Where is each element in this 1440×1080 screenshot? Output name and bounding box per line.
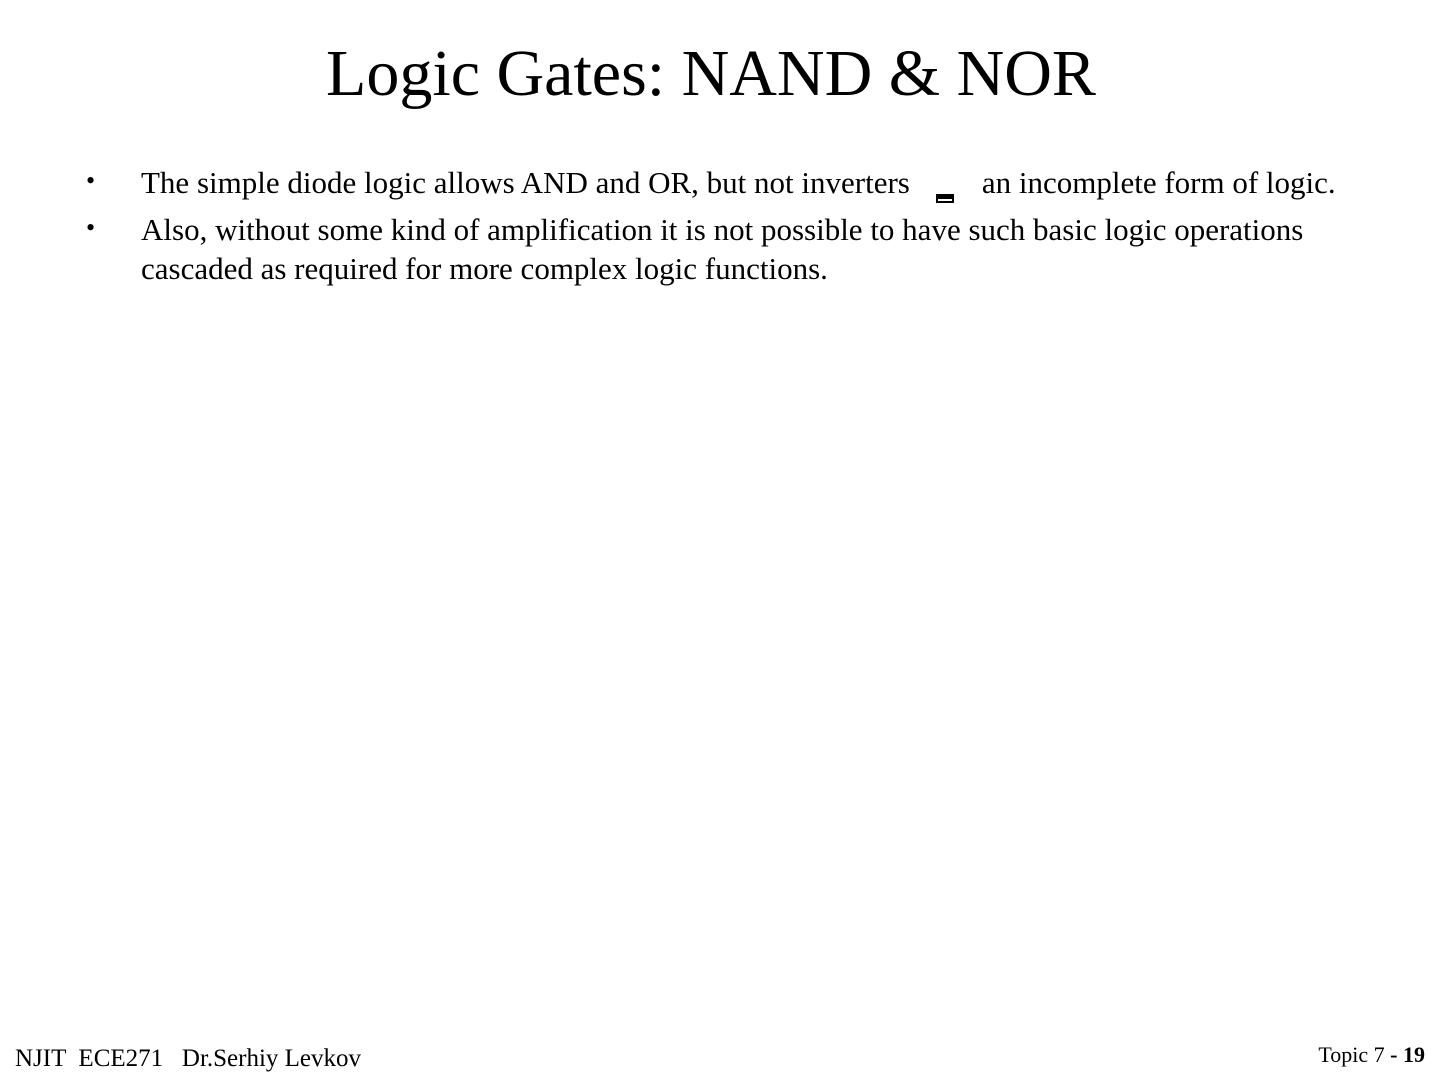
bullet-item-1 (86, 163, 1356, 203)
footer-author: NJIT ECE271 Dr.Serhiy Levkov (15, 1045, 362, 1072)
box-glyph-icon (936, 194, 954, 203)
bullet-2-text: Also, without some kind of amplification it is not possible to have such basic logic operations cascaded as required for more complex logic functions. (141, 212, 1304, 286)
bullet-list (86, 163, 1356, 295)
footer-topic-label: Topic 7 (1318, 1042, 1385, 1067)
bullet-marker: • (86, 166, 96, 195)
bullet-item-2 (86, 210, 1356, 288)
bullet-1-text-after: an incomplete form of logic. (981, 165, 1336, 200)
bullet-marker: • (86, 213, 96, 242)
footer-separator: - (1384, 1042, 1403, 1067)
footer-page-number: 19 (1403, 1042, 1425, 1067)
footer-page-info (1318, 1041, 1425, 1069)
slide-title: Logic Gates: NAND & NOR (326, 37, 1096, 110)
bullet-1-text-before: The simple diode logic allows AND and OR, but not inverters (141, 165, 910, 200)
